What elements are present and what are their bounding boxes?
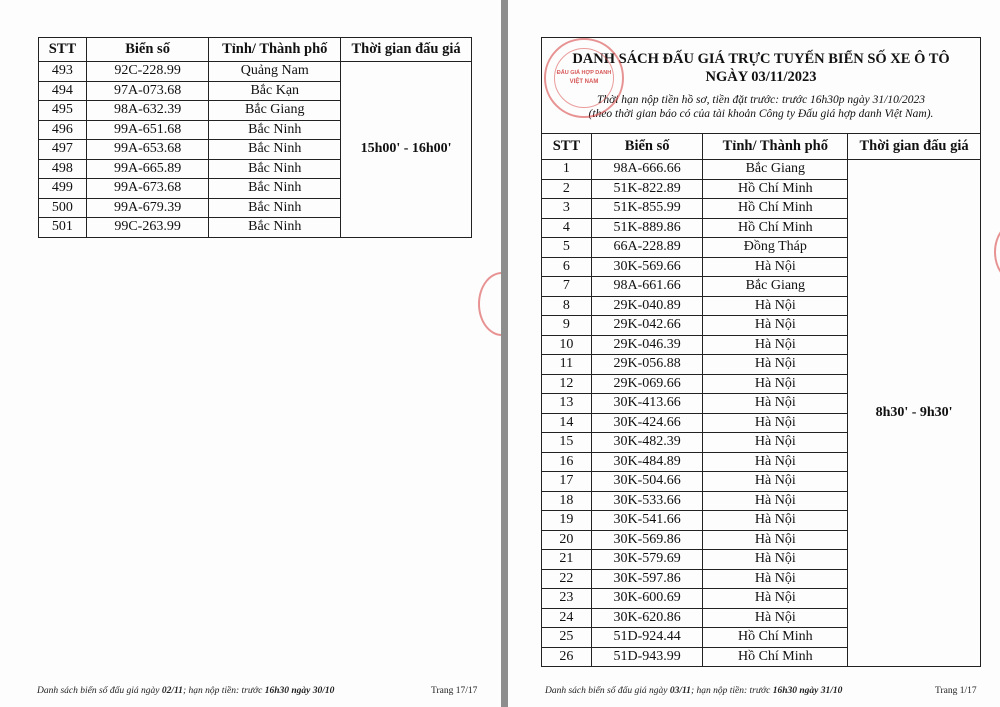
row-province: Bắc Giang	[209, 101, 341, 121]
row-stt: 494	[39, 81, 87, 101]
row-stt: 500	[39, 198, 87, 218]
row-plate: 29K-040.89	[591, 296, 703, 316]
row-plate: 99C-263.99	[86, 218, 209, 238]
row-plate: 99A-665.89	[86, 159, 209, 179]
row-stt: 496	[39, 120, 87, 140]
auction-table-left	[38, 37, 472, 238]
row-province: Đồng Tháp	[703, 238, 848, 258]
row-plate: 98A-661.66	[591, 277, 703, 297]
row-stt: 6	[542, 257, 592, 277]
row-plate: 99A-679.39	[86, 198, 209, 218]
row-plate: 29K-046.39	[591, 335, 703, 355]
row-province: Hà Nội	[703, 394, 848, 414]
row-plate: 29K-042.66	[591, 316, 703, 336]
row-stt: 17	[542, 472, 592, 492]
table-header-row	[542, 134, 981, 160]
row-stt: 24	[542, 608, 592, 628]
row-stt: 22	[542, 569, 592, 589]
document-page-right	[508, 0, 1000, 707]
page-footer-left	[37, 686, 334, 696]
row-province: Hà Nội	[703, 589, 848, 609]
footer-mid: ; hạn nộp tiền: trước	[690, 686, 771, 696]
row-plate: 30K-424.66	[591, 413, 703, 433]
row-stt: 495	[39, 101, 87, 121]
stamp-edge-seal	[994, 222, 1000, 282]
stamp-text-top: ĐẤU GIÁ HỢP DANH	[556, 70, 612, 76]
row-stt: 493	[39, 62, 87, 82]
footer-deadline: 16h30 ngày 31/10	[772, 686, 843, 696]
footer-mid: ; hạn nộp tiền: trước	[182, 686, 263, 696]
row-province: Hồ Chí Minh	[703, 199, 848, 219]
row-plate: 30K-600.69	[591, 589, 703, 609]
row-province: Hà Nội	[703, 491, 848, 511]
row-plate: 51K-822.89	[591, 179, 703, 199]
row-province: Bắc Ninh	[209, 179, 341, 199]
row-plate: 51D-943.99	[591, 647, 703, 667]
row-plate: 30K-569.86	[591, 530, 703, 550]
row-stt: 15	[542, 433, 592, 453]
row-stt: 497	[39, 140, 87, 160]
row-province: Hà Nội	[703, 608, 848, 628]
row-province: Hà Nội	[703, 296, 848, 316]
row-plate: 30K-413.66	[591, 394, 703, 414]
deadline-note: Thời hạn nộp tiền hồ sơ, tiền đặt trước: trước 16h30p ngày 31/10/2023	[596, 94, 926, 106]
table-row	[542, 160, 981, 180]
header-time: Thời gian đấu giá	[341, 38, 472, 62]
row-province: Hà Nội	[703, 472, 848, 492]
row-plate: 92C-228.99	[86, 62, 209, 82]
row-plate: 30K-533.66	[591, 491, 703, 511]
row-plate: 30K-484.89	[591, 452, 703, 472]
row-stt: 12	[542, 374, 592, 394]
row-stt: 4	[542, 218, 592, 238]
row-stt: 19	[542, 511, 592, 531]
header-stt: STT	[542, 134, 592, 160]
deadline-note-detail: (theo thời gian báo có của tài khoản Công ty Đấu giá hợp danh Việt Nam).	[588, 108, 934, 120]
row-plate: 51D-924.44	[591, 628, 703, 648]
row-plate: 29K-069.66	[591, 374, 703, 394]
auction-table-right	[541, 133, 981, 667]
row-province: Hà Nội	[703, 413, 848, 433]
footer-prefix: Danh sách biển số đấu giá ngày	[37, 686, 160, 696]
row-stt: 26	[542, 647, 592, 667]
page-footer-right	[545, 686, 842, 696]
row-stt: 20	[542, 530, 592, 550]
row-stt: 13	[542, 394, 592, 414]
row-plate: 99A-673.68	[86, 179, 209, 199]
table-body-right	[542, 160, 981, 667]
row-province: Hà Nội	[703, 569, 848, 589]
row-stt: 501	[39, 218, 87, 238]
stamp-text-bottom: VIỆT NAM	[569, 79, 599, 85]
row-province: Hồ Chí Minh	[703, 647, 848, 667]
row-province: Hà Nội	[703, 316, 848, 336]
row-plate: 98A-666.66	[591, 160, 703, 180]
table-row	[39, 62, 472, 82]
row-plate: 30K-597.86	[591, 569, 703, 589]
row-stt: 1	[542, 160, 592, 180]
row-province: Hà Nội	[703, 335, 848, 355]
row-plate: 30K-482.39	[591, 433, 703, 453]
row-province: Bắc Kạn	[209, 81, 341, 101]
row-plate: 99A-651.68	[86, 120, 209, 140]
footer-date: 03/11	[669, 686, 691, 696]
row-province: Hà Nội	[703, 374, 848, 394]
stamp-edge-seal	[478, 272, 501, 336]
footer-prefix: Danh sách biển số đấu giá ngày	[545, 686, 668, 696]
row-province: Hà Nội	[703, 511, 848, 531]
auction-time-slot: 8h30' - 9h30'	[848, 160, 981, 667]
row-province: Bắc Ninh	[209, 120, 341, 140]
row-province: Bắc Giang	[703, 277, 848, 297]
row-plate: 98A-632.39	[86, 101, 209, 121]
header-time: Thời gian đấu giá	[848, 134, 981, 160]
row-plate: 30K-504.66	[591, 472, 703, 492]
row-stt: 2	[542, 179, 592, 199]
header-province: Tỉnh/ Thành phố	[209, 38, 341, 62]
row-province: Bắc Ninh	[209, 198, 341, 218]
row-province: Bắc Ninh	[209, 218, 341, 238]
document-date: NGÀY 03/11/2023	[705, 69, 817, 85]
row-plate: 51K-855.99	[591, 199, 703, 219]
row-province: Hồ Chí Minh	[703, 179, 848, 199]
row-province: Hà Nội	[703, 257, 848, 277]
row-stt: 499	[39, 179, 87, 199]
row-stt: 10	[542, 335, 592, 355]
row-plate: 99A-653.68	[86, 140, 209, 160]
row-province: Hà Nội	[703, 452, 848, 472]
header-plate: Biển số	[591, 134, 703, 160]
row-stt: 18	[542, 491, 592, 511]
footer-deadline: 16h30 ngày 30/10	[264, 686, 335, 696]
row-province: Bắc Ninh	[209, 159, 341, 179]
row-plate: 51K-889.86	[591, 218, 703, 238]
row-stt: 16	[542, 452, 592, 472]
row-province: Hà Nội	[703, 550, 848, 570]
row-stt: 11	[542, 355, 592, 375]
footer-date: 02/11	[161, 686, 183, 696]
row-plate: 30K-541.66	[591, 511, 703, 531]
document-title: DANH SÁCH ĐẤU GIÁ TRỰC TUYẾN BIỂN SỐ XE Ô TÔ	[572, 51, 950, 67]
row-stt: 3	[542, 199, 592, 219]
page-number-right: Trang 1/17	[935, 686, 977, 696]
row-plate: 97A-073.68	[86, 81, 209, 101]
header-province: Tỉnh/ Thành phố	[703, 134, 848, 160]
row-province: Hồ Chí Minh	[703, 628, 848, 648]
row-province: Bắc Ninh	[209, 140, 341, 160]
row-plate: 29K-056.88	[591, 355, 703, 375]
row-stt: 14	[542, 413, 592, 433]
row-province: Hà Nội	[703, 433, 848, 453]
row-stt: 25	[542, 628, 592, 648]
row-province: Hà Nội	[703, 355, 848, 375]
table-body-left	[39, 62, 472, 238]
header-stt: STT	[39, 38, 87, 62]
row-province: Quảng Nam	[209, 62, 341, 82]
stamp-inner-ring	[554, 48, 614, 108]
row-province: Hồ Chí Minh	[703, 218, 848, 238]
row-stt: 7	[542, 277, 592, 297]
row-stt: 21	[542, 550, 592, 570]
row-province: Hà Nội	[703, 530, 848, 550]
row-plate: 30K-579.69	[591, 550, 703, 570]
auction-time-slot: 15h00' - 16h00'	[341, 62, 472, 238]
row-stt: 498	[39, 159, 87, 179]
row-plate: 30K-569.66	[591, 257, 703, 277]
row-stt: 23	[542, 589, 592, 609]
row-stt: 9	[542, 316, 592, 336]
row-plate: 30K-620.86	[591, 608, 703, 628]
row-stt: 8	[542, 296, 592, 316]
page-number-left: Trang 17/17	[431, 686, 478, 696]
table-header-row	[39, 38, 472, 62]
header-plate: Biển số	[86, 38, 209, 62]
row-province: Bắc Giang	[703, 160, 848, 180]
company-seal-stamp	[544, 38, 624, 118]
row-plate: 66A-228.89	[591, 238, 703, 258]
row-stt: 5	[542, 238, 592, 258]
